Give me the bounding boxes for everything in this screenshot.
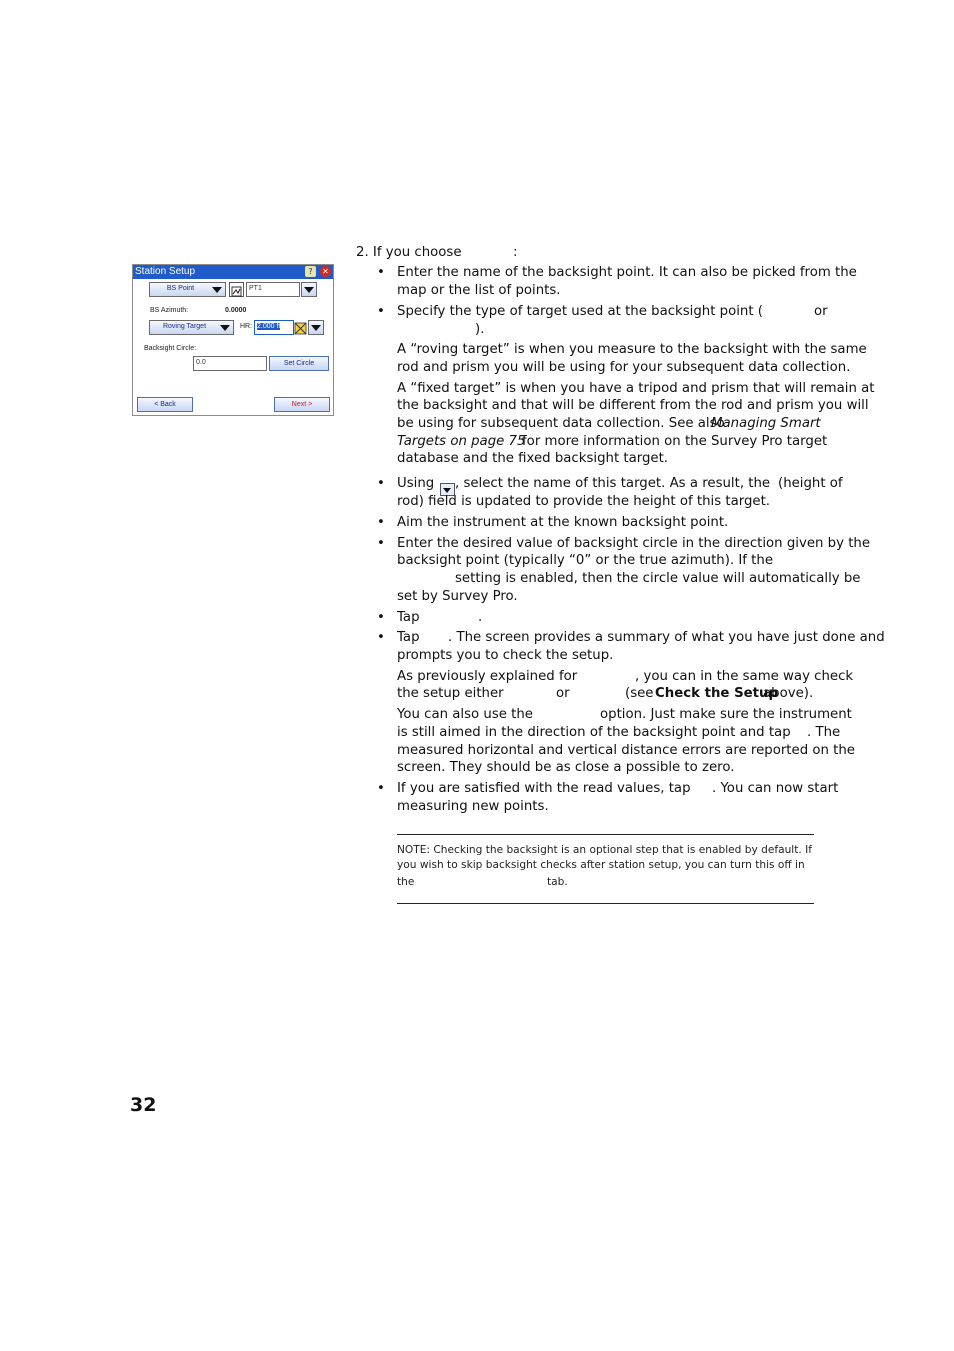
bs-azimuth-value: 0.0000 (225, 307, 247, 314)
back-button[interactable]: < Back (137, 397, 193, 412)
para-3-end: above). (763, 686, 814, 701)
bullet: • (377, 781, 385, 796)
backsight-circle-label: Backsight Circle: (144, 345, 197, 352)
map-pick-icon[interactable] (229, 282, 244, 297)
roving-target-para-2: rod and prism you will be using for your subsequent data collection. (397, 360, 851, 375)
bullet-8-line-1-post: . You can now start (712, 781, 839, 796)
bullet-8-line-2: measuring new points. (397, 799, 549, 814)
bullet: • (377, 265, 385, 280)
para-4-line-2: is still aimed in the direction of the backsight point and tap (397, 725, 791, 740)
bullet-4: Aim the instrument at the known backsight point. (397, 515, 729, 530)
bullet: • (377, 476, 385, 491)
para-4-line-4: screen. They should be as close a possible to zero. (397, 760, 735, 775)
check-the-setup-ref: Check the Setup (655, 686, 779, 701)
bullet-7-line-1: . The screen provides a summary of what you have just done and (448, 630, 885, 645)
window-title: Station Setup (135, 266, 196, 277)
bullet-5-line-4: set by Survey Pro. (397, 589, 518, 604)
page-number: 32 (130, 1094, 157, 1116)
fixed-target-para-2: the backsight and that will be different from the rod and prism you will (397, 398, 869, 413)
fixed-target-para-5: database and the fixed backsight target. (397, 451, 669, 466)
para-3-line-1: As previously explained for (397, 669, 578, 684)
help-icon[interactable]: ? (305, 266, 316, 277)
bullet-2-line-1: Specify the type of target used at the backsight point ( (397, 304, 763, 319)
note-line-3-end: tab. (547, 876, 568, 888)
fixed-target-para-3: be using for subsequent data collection. See also (397, 416, 725, 431)
chevron-down-icon (311, 325, 321, 331)
bullet-3-line-1: , select the name of this target. As a result, the (455, 476, 771, 491)
bullet-3-line-2: rod) field is updated to provide the height of this target. (397, 494, 771, 509)
bullet-7-line-2: prompts you to check the setup. (397, 648, 614, 663)
para-4-line-2-end: . The (807, 725, 841, 740)
bullet-8-line-1: If you are satisfied with the read values, tap (397, 781, 691, 796)
para-4-line-3: measured horizontal and vertical distance errors are reported on the (397, 743, 855, 758)
smart-targets-link-2[interactable]: Targets on page 75 (397, 434, 526, 449)
bullet-5-line-2: backsight point (typically “0” or the true azimuth). If the (397, 553, 774, 568)
bullet-6-end: . (478, 610, 483, 625)
para-4-line-1-post: option. Just make sure the instrument (600, 707, 852, 722)
smart-targets-link-1[interactable]: Managing Smart (711, 416, 821, 431)
target-icon[interactable] (294, 320, 307, 333)
bullet-3-line-1-end: (height of (778, 476, 843, 491)
step-2-colon: : (513, 245, 518, 260)
bullet-2-line-2: ). (475, 322, 485, 337)
bullet: • (377, 304, 385, 319)
chevron-down-icon (212, 287, 222, 293)
chevron-down-icon (304, 287, 314, 293)
hr-field[interactable]: 2.000 ft (254, 320, 294, 335)
bullet: • (377, 536, 385, 551)
fixed-target-para-4: for more information on the Survey Pro target (522, 434, 828, 449)
para-3-see: (see (625, 686, 654, 701)
station-setup-screenshot (132, 264, 334, 416)
step-2-intro: 2. If you choose (356, 245, 462, 260)
chevron-down-icon (220, 325, 230, 331)
bullet-1-line-1: Enter the name of the backsight point. It can also be picked from the (397, 265, 857, 280)
title-bar (133, 265, 333, 279)
bullet: • (377, 515, 385, 530)
bullet-5-line-3: setting is enabled, then the circle value will automatically be (455, 571, 861, 586)
bullet-5-line-1: Enter the desired value of backsight circle in the direction given by the (397, 536, 871, 551)
bullet: • (377, 610, 385, 625)
backsight-circle-field[interactable]: 0.0 (193, 356, 267, 371)
note-line-3-start: the (397, 876, 415, 888)
para-3-line-2: the setup either (397, 686, 504, 701)
hr-label: HR: (240, 323, 253, 330)
bs-point-field[interactable]: PT1 (246, 282, 300, 297)
para-3-or: or (556, 686, 570, 701)
bullet-1-line-2: map or the list of points. (397, 283, 561, 298)
para-3-line-1-post: , you can in the same way check (635, 669, 854, 684)
bullet-2-or: or (814, 304, 828, 319)
bs-point-list-button[interactable] (301, 282, 317, 297)
roving-target-para-1: A “roving target” is when you measure to the backsight with the same (397, 342, 867, 357)
close-icon[interactable]: ✕ (320, 266, 331, 277)
note-box (397, 834, 814, 904)
target-list-button[interactable] (308, 320, 324, 335)
note-line-1: NOTE: Checking the backsight is an optional step that is enabled by default. If (397, 844, 812, 856)
bullet-3-pre: Using (397, 476, 435, 491)
bullet-6: Tap (397, 610, 420, 625)
next-button[interactable]: Next > (274, 397, 330, 412)
para-4-line-1: You can also use the (397, 707, 533, 722)
note-line-2: you wish to skip backsight checks after station setup, you can turn this off in (397, 859, 805, 871)
bullet: • (377, 630, 385, 645)
fixed-target-para-1: A “fixed target” is when you have a tripod and prism that will remain at (397, 381, 875, 396)
set-circle-button[interactable]: Set Circle (269, 356, 329, 371)
bs-azimuth-label: BS Azimuth: (150, 307, 189, 314)
bullet-7-pre: Tap (397, 630, 420, 645)
target-type-dropdown[interactable]: Roving Target (149, 320, 234, 335)
bs-point-dropdown[interactable]: BS Point (149, 282, 226, 297)
